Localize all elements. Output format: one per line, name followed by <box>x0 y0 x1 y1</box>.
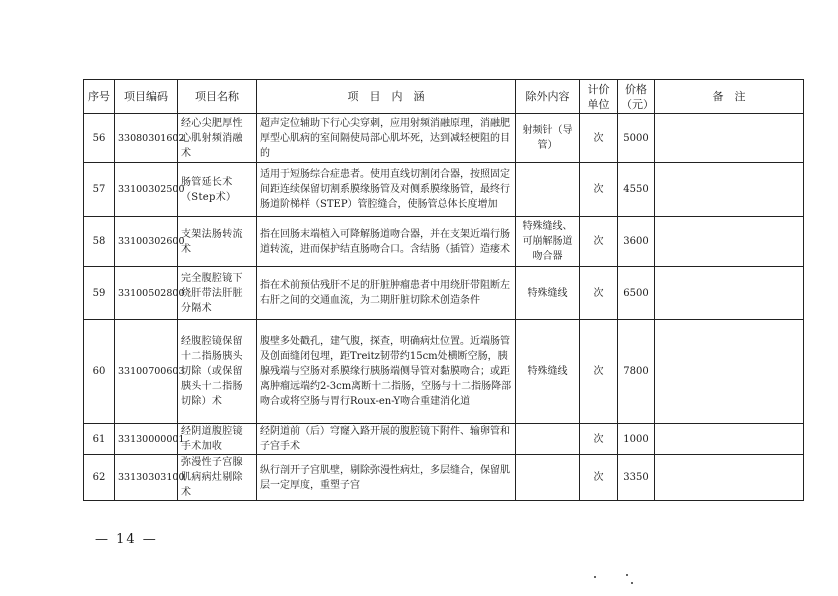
table-row <box>84 320 804 424</box>
cell-price: 7800 <box>618 320 655 424</box>
cell-unit: 次 <box>580 455 618 501</box>
cell-content: 腹壁多处戳孔，建气腹，探查，明确病灶位置。近端肠管及创面缝闭包埋，距Treitz韧带约15cm处横断空肠，胰腺残端与空肠对系膜缘行胰肠端侧导管对黏膜吻合；或距离肿瘤远端约2-3cm离断十二指肠，空肠与十二指肠降部吻合或将空肠与胃行Roux-en-Y吻合重建消化道 <box>257 320 516 424</box>
table-row <box>84 163 804 217</box>
cell-price: 3350 <box>618 455 655 501</box>
cell-unit: 次 <box>580 267 618 320</box>
cell-seq: 57 <box>84 163 115 217</box>
cell-content: 指在回肠末端植入可降解肠道吻合器，并在支架近端行肠道转流，进而保护结直肠吻合口。含结肠（插管）造瘘术 <box>257 217 516 267</box>
cell-price: 3600 <box>618 217 655 267</box>
cell-name: 经心尖肥厚性心肌射频消融术 <box>178 114 257 163</box>
table-row <box>84 267 804 320</box>
cell-seq: 61 <box>84 424 115 455</box>
cell-note <box>655 163 804 217</box>
cell-excluded: 特殊缝线 <box>516 320 580 424</box>
cell-content: 纵行剖开子宫肌壁，剔除弥漫性病灶，多层缝合，保留肌层一定厚度，重塑子宫 <box>257 455 516 501</box>
cell-unit: 次 <box>580 424 618 455</box>
cell-excluded <box>516 455 580 501</box>
fee-schedule-table <box>83 79 804 501</box>
cell-code: 33100700603 <box>115 320 178 424</box>
cell-code: 33100502800 <box>115 267 178 320</box>
header-code: 项目编码 <box>115 80 178 114</box>
cell-seq: 62 <box>84 455 115 501</box>
cell-excluded <box>516 424 580 455</box>
cell-content: 超声定位辅助下行心尖穿刺，应用射频消融原理，消融肥厚型心肌病的室间隔使局部心肌坏死，达到减轻梗阻的目的 <box>257 114 516 163</box>
cell-excluded: 特殊缝线 <box>516 267 580 320</box>
header-unit: 计价单位 <box>580 80 618 114</box>
cell-name: 支架法肠转流术 <box>178 217 257 267</box>
cell-name: 经阴道腹腔镜手术加收 <box>178 424 257 455</box>
cell-unit: 次 <box>580 217 618 267</box>
scan-speck <box>626 574 628 576</box>
cell-note <box>655 114 804 163</box>
cell-content: 经阴道前（后）穹窿入路开展的腹腔镜下附件、输卵管和子宫手术 <box>257 424 516 455</box>
header-note: 备 注 <box>655 80 804 114</box>
cell-note <box>655 320 804 424</box>
cell-price: 4550 <box>618 163 655 217</box>
cell-seq: 58 <box>84 217 115 267</box>
cell-name: 弥漫性子宫腺肌病病灶剔除术 <box>178 455 257 501</box>
cell-note <box>655 455 804 501</box>
cell-name: 经腹腔镜保留十二指肠胰头切除（或保留胰头十二指肠切除）术 <box>178 320 257 424</box>
table-row <box>84 455 804 501</box>
header-content: 项 目 内 涵 <box>257 80 516 114</box>
table-header-row <box>84 80 804 114</box>
scan-speck <box>594 576 596 578</box>
cell-price: 1000 <box>618 424 655 455</box>
cell-seq: 59 <box>84 267 115 320</box>
cell-code: 33130303100 <box>115 455 178 501</box>
cell-code: 33130000001 <box>115 424 178 455</box>
table-row <box>84 114 804 163</box>
header-name: 项目名称 <box>178 80 257 114</box>
cell-price: 5000 <box>618 114 655 163</box>
cell-price: 6500 <box>618 267 655 320</box>
cell-excluded: 射频针（导管） <box>516 114 580 163</box>
cell-excluded: 特殊缝线、可崩解肠道吻合器 <box>516 217 580 267</box>
scan-speck <box>631 582 633 584</box>
cell-note <box>655 217 804 267</box>
cell-seq: 60 <box>84 320 115 424</box>
table-row <box>84 424 804 455</box>
cell-note <box>655 424 804 455</box>
header-price: 价格（元） <box>618 80 655 114</box>
cell-seq: 56 <box>84 114 115 163</box>
cell-excluded <box>516 163 580 217</box>
cell-note <box>655 267 804 320</box>
cell-name: 完全腹腔镜下绕肝带法肝脏分隔术 <box>178 267 257 320</box>
cell-unit: 次 <box>580 114 618 163</box>
header-seq: 序号 <box>84 80 115 114</box>
cell-content: 指在术前预估残肝不足的肝脏肿瘤患者中用绕肝带阻断左右肝之间的交通血流，为二期肝脏切除术创造条件 <box>257 267 516 320</box>
table-row <box>84 217 804 267</box>
cell-code: 33100302600 <box>115 217 178 267</box>
header-excluded: 除外内容 <box>516 80 580 114</box>
cell-unit: 次 <box>580 320 618 424</box>
cell-code: 33100302500 <box>115 163 178 217</box>
cell-unit: 次 <box>580 163 618 217</box>
cell-name: 肠管延长术（Step术） <box>178 163 257 217</box>
page-number: — 14 — <box>95 532 158 547</box>
cell-code: 33080301602 <box>115 114 178 163</box>
cell-content: 适用于短肠综合症患者。使用直线切割闭合器，按照固定间距连续保留切割系膜缘肠管及对侧系膜缘肠管，最终行肠道阶梯样（STEP）管腔缝合，使肠管总体长度增加 <box>257 163 516 217</box>
